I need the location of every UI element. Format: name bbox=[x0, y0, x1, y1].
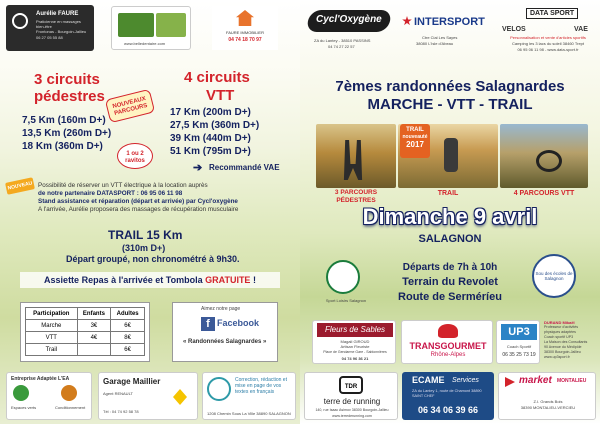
sport-loisirs-logo bbox=[326, 260, 360, 294]
pedestre-item-3: 18 Km (360m D+) bbox=[22, 141, 103, 152]
fleurs-logo bbox=[312, 320, 396, 364]
up3-logo bbox=[496, 320, 540, 364]
terre-site: www.terrederunning.com bbox=[332, 414, 372, 418]
info-line-3: Stand assistance et réparation (départ et arrivée) par Cycl'oxygène bbox=[38, 198, 238, 205]
table-cell: 6€ bbox=[111, 320, 145, 332]
vae-arrow-icon: ➔ bbox=[193, 162, 203, 174]
event-place: SALAGNON bbox=[418, 233, 482, 245]
durand-line: Professeur d'activités bbox=[544, 325, 579, 329]
intersport-star-icon bbox=[402, 16, 412, 26]
ecame-phone: 06 34 06 39 66 bbox=[417, 405, 479, 415]
correction-text: Correction, rédaction et mise en page de vos textes en français bbox=[235, 377, 287, 395]
table-cell: Marche bbox=[26, 320, 78, 332]
vtt-item-1: 17 Km (200m D+) bbox=[170, 107, 251, 118]
trail-badge-line-3: 2017 bbox=[406, 140, 424, 149]
facebook-name: Facebook bbox=[217, 318, 260, 328]
up3-sub: Coach Sportif bbox=[506, 344, 532, 349]
faure-name: Aurélie FAURE bbox=[36, 11, 79, 17]
faure-line-1: Praticienne en massages bbox=[36, 19, 81, 24]
vtt-title-1: 4 circuits bbox=[184, 69, 250, 86]
caption-pedestre-line-2: PÉDESTRES bbox=[336, 197, 376, 204]
intersport-address-2: 38080 L'Isle d'Abeau bbox=[416, 41, 454, 46]
intersport-logo bbox=[400, 10, 496, 54]
datasport-line-2: VAE bbox=[574, 26, 588, 33]
table-row bbox=[26, 320, 145, 332]
garage-brand: Agent RENAULT bbox=[103, 391, 133, 396]
caption-vtt: 4 PARCOURS VTT bbox=[513, 190, 575, 197]
up3-name: UP3 bbox=[501, 324, 537, 340]
durand-line: www.up3sport.fr bbox=[544, 355, 570, 359]
trail-badge-line-2: nouveauté bbox=[402, 134, 428, 140]
transgourmet-region: Rhône-Alpes bbox=[430, 352, 466, 358]
fleurs-name: Fleurs de Sables bbox=[317, 323, 393, 337]
transgourmet-logo bbox=[401, 320, 493, 364]
immobilier-logo bbox=[212, 6, 278, 50]
table-cell: 4€ bbox=[77, 332, 111, 344]
datasport-line-1: VELOS bbox=[502, 26, 526, 33]
fleurs-phone: 04 74 96 36 21 bbox=[341, 356, 369, 361]
garage-phone: Tél : 04 74 92 58 78 bbox=[103, 409, 139, 414]
correction-address: 1208 Chemin Sous La Ville 38890 SALAGNON bbox=[207, 411, 291, 416]
event-terrain: Terrain du Revolet bbox=[402, 276, 498, 288]
pedestre-item-2: 13,5 Km (260m D+) bbox=[22, 128, 112, 139]
pedestre-title-1: 3 circuits bbox=[34, 71, 100, 88]
event-title: 7èmes randonnées Salagnardes bbox=[335, 78, 565, 95]
runner-figure bbox=[444, 138, 458, 172]
market-logo bbox=[498, 372, 596, 420]
trail-dplus: (310m D+) bbox=[122, 243, 166, 253]
sou-ecoles-label: Sou des écoles de Salagnon bbox=[535, 271, 573, 281]
adapted-company-logo bbox=[6, 372, 92, 420]
table-cell: 3€ bbox=[77, 320, 111, 332]
repas-banner bbox=[20, 272, 280, 288]
vtt-item-2: 27,5 Km (360m D+) bbox=[170, 120, 260, 131]
nouveau-tag-label: NOUVEAU bbox=[7, 180, 33, 192]
terre-address: 140, rue Isaac Asimov 38300 Bourgoin-Jallieu bbox=[315, 408, 389, 412]
ecame-logo bbox=[402, 372, 494, 420]
table-cell: 6€ bbox=[111, 344, 145, 356]
market-name: market bbox=[519, 375, 552, 386]
event-departs: Départs de 7h à 10h bbox=[402, 262, 498, 273]
caption-pedestre-line-1: 3 PARCOURS bbox=[334, 189, 378, 196]
ecame-name: ECAME bbox=[412, 375, 445, 385]
durand-logo bbox=[542, 320, 598, 368]
ravitos-badge bbox=[117, 143, 153, 169]
tooth-icon bbox=[118, 13, 154, 37]
repas-suffix: ! bbox=[250, 275, 256, 285]
intersport-address-1: Ctre Cial Les Sayes bbox=[422, 35, 458, 40]
table-row bbox=[26, 344, 145, 356]
table-cell bbox=[77, 344, 111, 356]
garage-name: Garage Maillier bbox=[103, 377, 161, 386]
sou-ecoles-logo bbox=[532, 254, 576, 298]
vtt-item-4: 51 Km (795m D+) bbox=[170, 146, 251, 157]
datasport-contact: 06 95 06 11 98 - www.data-sport.fr bbox=[517, 47, 579, 52]
participation-header: Enfants bbox=[77, 308, 111, 320]
house-icon bbox=[236, 10, 254, 26]
circle-logo-icon bbox=[207, 377, 231, 401]
trail-new-badge bbox=[400, 124, 430, 158]
participation-header-row bbox=[26, 308, 145, 320]
faure-logo bbox=[6, 5, 94, 51]
carrefour-icon bbox=[505, 377, 515, 387]
participation-header: Participation bbox=[26, 308, 78, 320]
sport-loisirs-label: Sport Loisirs Salagnon bbox=[325, 298, 367, 303]
trail-note: Départ groupé, non chronométré à 9h30. bbox=[66, 254, 240, 264]
garage-logo bbox=[98, 372, 198, 420]
immobilier-name: FAURE IMMOBILIER bbox=[225, 30, 264, 35]
event-route: Route de Serméríeu bbox=[398, 291, 502, 303]
ecame-address: ZA du Lantey 1, route de Chamont 38890 SAINT CHEF bbox=[412, 389, 482, 398]
vtt-title-2: VTT bbox=[206, 87, 235, 104]
terre-name: terre de running bbox=[323, 397, 381, 406]
cycloxygene-logo bbox=[306, 8, 398, 54]
datasport-address: Camping les 3 lacs du soleil 38460 Trept bbox=[511, 41, 585, 46]
transgourmet-icon bbox=[438, 324, 458, 338]
vae-label: Recommandé VAE bbox=[209, 163, 280, 172]
bike-rider-icon bbox=[536, 150, 562, 172]
table-cell: 8€ bbox=[111, 332, 145, 344]
durand-line: Coach sportif UP3 bbox=[544, 335, 574, 339]
person-icon bbox=[12, 13, 28, 29]
immobilier-phone: 04 74 18 70 97 bbox=[228, 37, 262, 43]
info-line-2: de notre partenaire DATASPORT : 06 95 06 11 98 bbox=[38, 190, 183, 197]
info-line-4: A l'arrivée, Aurélie proposera des massages de récupération musculaire bbox=[38, 206, 239, 213]
durand-line: 38300 Bourgoin-Jallieu bbox=[544, 350, 581, 354]
fleurs-owner: Magali GIROUD bbox=[340, 339, 370, 344]
participation-box bbox=[20, 302, 150, 362]
table-row bbox=[26, 332, 145, 344]
facebook-icon: f bbox=[201, 317, 215, 331]
adapted-name: Entreprise Adaptée L'EA bbox=[11, 376, 70, 382]
cycloxygene-address: ZA du Lantey - 38510 PASSINS bbox=[314, 38, 371, 43]
transgourmet-name: TRANSGOURMET bbox=[409, 341, 487, 351]
trail-title: TRAIL 15 Km bbox=[108, 228, 183, 242]
repas-text: Assiette Repas à l'arrivée et Tombola bbox=[44, 275, 203, 285]
durand-name: DURAND Mikaël bbox=[544, 320, 575, 325]
datasport-logo bbox=[500, 6, 596, 60]
faure-line-2: bien-être bbox=[36, 24, 52, 29]
vtt-item-3: 39 Km (440m D+) bbox=[170, 133, 251, 144]
adapted-line-2: Conditionnement bbox=[55, 405, 86, 410]
facebook-group: « Randonnées Salagnardes » bbox=[183, 339, 267, 345]
pedestre-title-2: pédestres bbox=[34, 88, 105, 105]
box-icon bbox=[61, 385, 77, 401]
durand-line: La Maison des Consultants bbox=[544, 340, 588, 344]
caption-trail: TRAIL bbox=[437, 190, 459, 197]
leaf-icon bbox=[13, 385, 29, 401]
correction-logo bbox=[202, 372, 296, 420]
faure-phone: 06 27 05 55 88 bbox=[36, 35, 63, 40]
trail-badge-line-1: TRAIL bbox=[406, 127, 424, 133]
market-line-2: 38390 MONTALIEU-VERCIEU bbox=[520, 405, 576, 410]
ravitos-label: 1 ou 2 ravitos bbox=[125, 151, 145, 164]
market-place: MONTALIEU bbox=[557, 378, 587, 384]
event-date-text: Dimanche 9 avril bbox=[362, 204, 538, 229]
faure-line-3: Frontonas - Bourgoin-Jallieu bbox=[36, 29, 87, 34]
photo-walkers bbox=[316, 124, 396, 188]
durand-line: 90 Avenue du Médipôle bbox=[544, 345, 582, 349]
durand-lines bbox=[544, 325, 598, 360]
participation-header: Adultes bbox=[111, 308, 145, 320]
datasport-brand: DATA SPORT bbox=[526, 8, 578, 19]
table-cell: VTT bbox=[26, 332, 78, 344]
facebook-text: Aimez notre page bbox=[201, 306, 241, 312]
repas-gratuite: GRATUITE bbox=[205, 275, 251, 285]
participation-table bbox=[25, 307, 145, 356]
belledentaire-url: www.belledentaire.com bbox=[124, 41, 166, 46]
cycloxygene-brand: Cycl'Oxygène bbox=[316, 14, 382, 25]
datasport-sub: Personnalisation et vente d'articles sportifs bbox=[510, 35, 586, 40]
market-line-1: Z.I. Grands Bois bbox=[533, 399, 563, 404]
renault-icon bbox=[173, 389, 187, 405]
cycloxygene-phone: 04 74 27 22 57 bbox=[328, 44, 355, 49]
table-cell: Trail bbox=[26, 344, 78, 356]
intersport-brand: INTERSPORT bbox=[414, 16, 485, 28]
adapted-line-1: Espaces verts bbox=[11, 405, 37, 410]
pedestre-item-1: 7,5 Km (160m D+) bbox=[22, 115, 106, 126]
terre-running-logo bbox=[304, 372, 398, 420]
up3-phone: 06 35 25 73 19 bbox=[502, 352, 536, 358]
fleurs-address: Place de Gendarme Gare - Sablonnières bbox=[323, 350, 387, 354]
belledentaire-logo bbox=[111, 6, 191, 50]
runner-icon: TDR bbox=[339, 376, 363, 394]
durand-line: physiques adaptées bbox=[544, 330, 576, 334]
info-block bbox=[38, 182, 288, 214]
ecame-sub: Services bbox=[452, 377, 479, 384]
info-line-1: Possibilité de réserver un VTT électrique à la location auprès bbox=[38, 182, 208, 189]
nouveaux-parcours-label: NOUVEAUX PARCOURS bbox=[112, 96, 149, 117]
facebook-box[interactable] bbox=[172, 302, 278, 362]
event-subtitle: MARCHE - VTT - TRAIL bbox=[367, 96, 533, 113]
caption-pedestre bbox=[316, 189, 396, 205]
event-date bbox=[300, 204, 600, 230]
fleurs-job: Artisan Fleuriste bbox=[340, 344, 370, 349]
